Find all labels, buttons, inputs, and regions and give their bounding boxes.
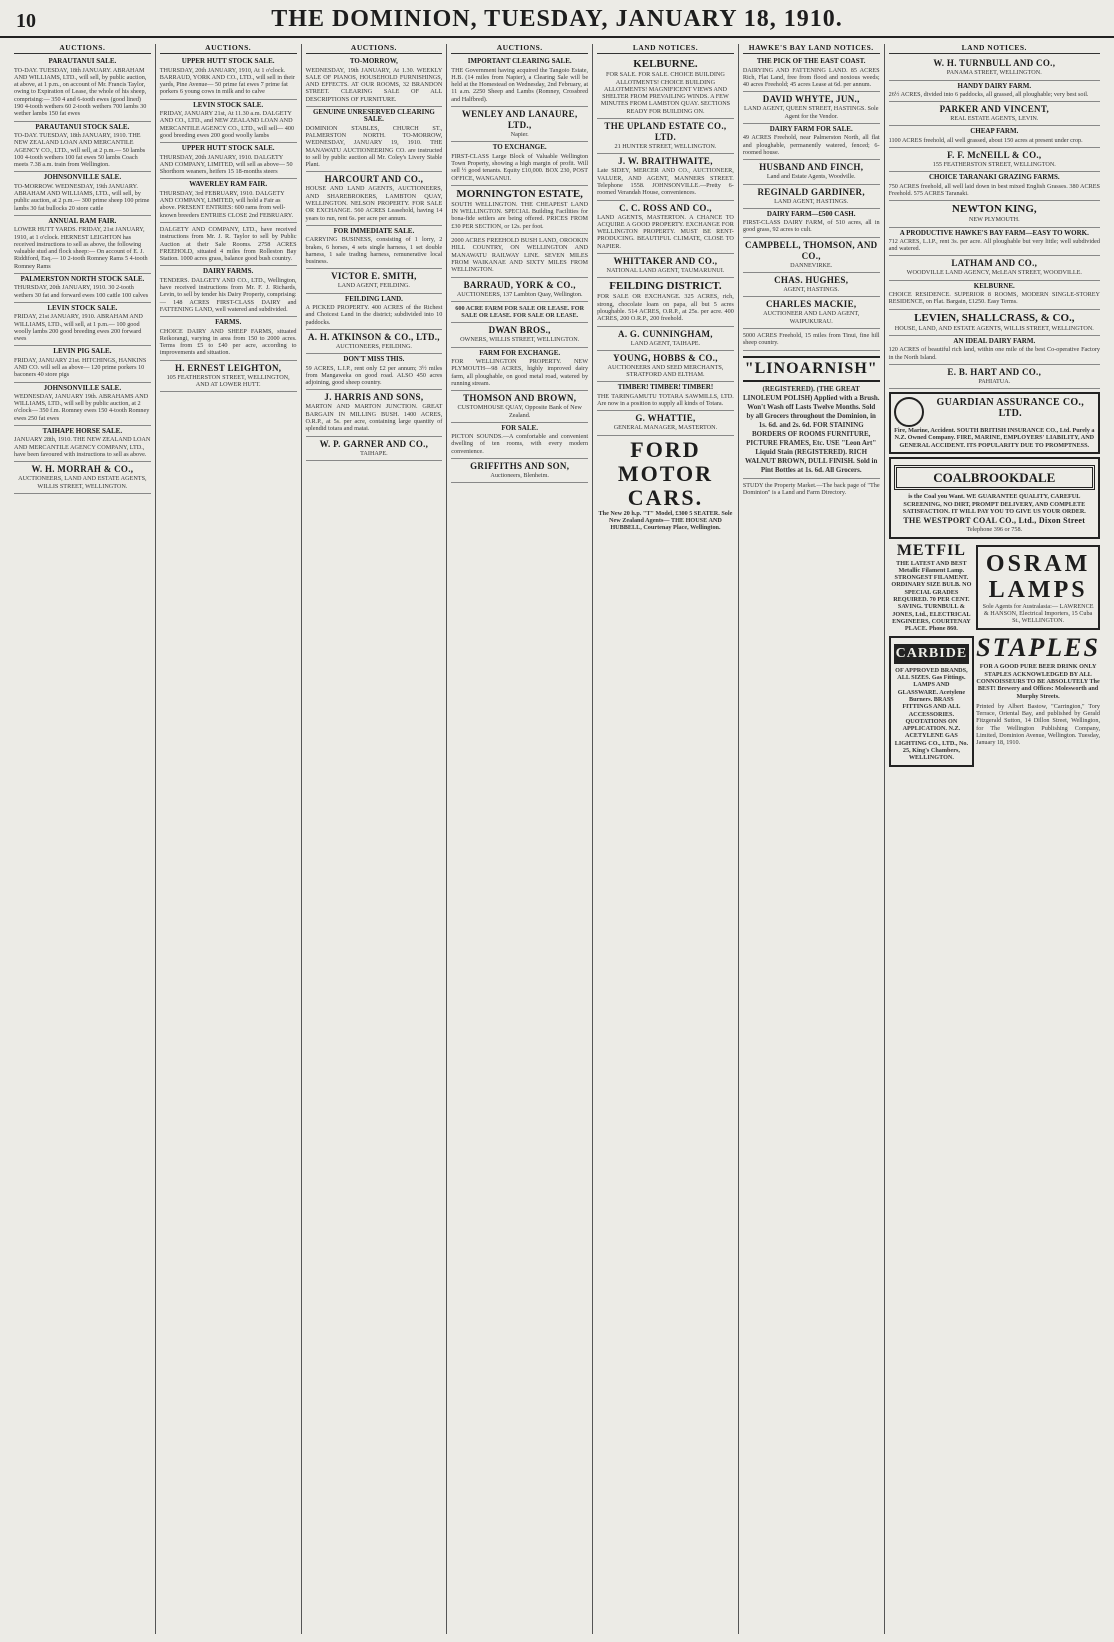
advert bbox=[160, 317, 297, 360]
advert bbox=[743, 124, 880, 160]
advert bbox=[14, 274, 151, 303]
advert bbox=[889, 81, 1100, 103]
advert bbox=[451, 142, 588, 185]
advert bbox=[306, 390, 443, 436]
advert-body: THE Government having acquired the Tangoio Estate, H.B. (14 miles from Napier), a Clearing Sale will be held at the Homestead on Wednesday, 2nd February, at 11 a.m. 2250 Sheep and Lambs (Romney, Crossbred and Halfbred). bbox=[451, 66, 589, 103]
advert bbox=[597, 411, 734, 435]
column-head: AUCTIONS. bbox=[160, 44, 297, 54]
advert-body: A PICKED PROPERTY. 400 ACRES of the Richest and Choicest Land in the district; subdivided into 10 paddocks. bbox=[305, 304, 443, 326]
advert-body: REAL ESTATE AGENTS, LEVIN. bbox=[950, 115, 1039, 123]
advert-title: PARAUTANUI STOCK SALE. bbox=[35, 122, 130, 131]
advert bbox=[14, 462, 151, 494]
advert-body: THURSDAY, 20th JANUARY, 1910. DALGETY AND COMPANY, LIMITED, will sell as above— 50 Shorthorn weaners, heifers 15 18-months steers bbox=[159, 153, 293, 176]
staples-advert bbox=[976, 633, 1100, 699]
column-1 bbox=[10, 44, 156, 1634]
advert bbox=[160, 143, 297, 179]
advert bbox=[889, 336, 1100, 365]
advert bbox=[889, 228, 1100, 257]
advert-body: SOUTH WELLINGTON. THE CHEAPEST LAND IN WELLINGTON. SPECIAL Building Facilities for bona-fide settlers are being offered. PRICES FROM £30 PER SECTION, or 12s. per foot. bbox=[451, 200, 589, 230]
column-4 bbox=[447, 44, 593, 1634]
advert-body: AUCTIONEERS AND SEED MERCHANTS, STRATFORD AND ELTHAM. bbox=[607, 363, 724, 379]
advert-body: TAIHAPE. bbox=[360, 449, 388, 457]
advert bbox=[451, 323, 588, 347]
advert bbox=[14, 216, 151, 274]
advert bbox=[14, 172, 151, 215]
advert-title: HANDY DAIRY FARM. bbox=[957, 81, 1032, 90]
advert-title: DON'T MISS THIS. bbox=[343, 355, 405, 364]
advert-body: FRIDAY, JANUARY 21st. HITCHINGS, HANKINS AND CO. will sell as above— 120 prime porkers 10 baconers 40 store pigs bbox=[14, 356, 147, 379]
advert bbox=[743, 238, 880, 273]
advert-body: AUCTIONEERS, LAND AND ESTATE AGENTS, WILLIS STREET, WELLINGTON. bbox=[18, 475, 147, 490]
advert bbox=[597, 382, 734, 411]
advert-body: TENDERS. DALGETY AND CO., LTD., Wellington, have received instructions from Mr. F. J. Richards, Levin, to sell by tender his Dairy Property, comprising:— 148 ACRES FIRST-CLASS DAIRY and FATTENING LAND, well watered and subdivided. bbox=[159, 276, 297, 313]
advert bbox=[597, 201, 734, 254]
advert-title: UPPER HUTT STOCK SALE. bbox=[181, 57, 275, 66]
advert-body: 750 ACRES freehold, all well laid down in best mixed English Grasses. 380 ACRES Freehold. 575 ACRES Taranaki. bbox=[888, 182, 1100, 197]
advert-body: HOUSE, LAND, AND ESTATE AGENTS, WILLIS STREET, WELLINGTON. bbox=[894, 324, 1094, 332]
advert-title: LATHAM AND CO., bbox=[951, 258, 1038, 269]
advert-body: 2000 ACRES FREEHOLD BUSH LAND, OROOKIN HILL COUNTRY, ON WELLINGTON AND MANAWATU RAILWAY LINE. SEVEN MILES FROM WAIKANAE AND SIXTY MILES FROM WELLINGTON. bbox=[451, 237, 589, 274]
advert-body: CHOICE RESIDENCE. SUPERIOR 8 ROOMS, MODERN SINGLE-STOREY RESIDENCE, on Flat. Bargain, £1250. Easy Terms. bbox=[888, 291, 1100, 306]
advert-title: ANNUAL RAM FAIR. bbox=[48, 216, 117, 225]
advert bbox=[451, 234, 588, 277]
advert-title: W. H. TURNBULL AND CO., bbox=[933, 58, 1056, 69]
advert-body: DANNEVIRKE. bbox=[790, 261, 833, 269]
advert bbox=[597, 254, 734, 278]
advert-title: CHOICE TARANAKI GRAZING FARMS. bbox=[928, 173, 1060, 182]
advert-body: PANAMA STREET, WELLINGTON. bbox=[946, 69, 1042, 77]
advert-body: FRIDAY, JANUARY 21st, At 11.30 a.m. DALGETY AND CO., LTD., and NEW ZEALAND LOAN AND MERCANTILE AGENCY CO., LTD., will sell— 400 good breeding ewes 200 good woolly lambs bbox=[159, 110, 295, 139]
advert bbox=[889, 102, 1100, 126]
advert bbox=[889, 256, 1100, 280]
advert-title: GUARDIAN ASSURANCE CO., LTD. bbox=[936, 397, 1085, 420]
advert-body: LAND AGENT, FEILDING. bbox=[337, 282, 410, 290]
advert-title: H. ERNEST LEIGHTON, bbox=[174, 362, 282, 373]
advert bbox=[160, 361, 297, 393]
advert-title: GRIFFITHS AND SON, bbox=[470, 460, 570, 471]
advert-body: THURSDAY, 3rd FEBRUARY, 1910. DALGETY AND COMPANY, LIMITED, will hold a Fair as above. PRESENT ENTRIES: 600 rams from well-known breeders ENTRIES CLOSE 2nd FEBRUARY. bbox=[159, 189, 294, 219]
advert-body: THURSDAY, 20th JANUARY, 1910. 30 2-tooth wethers 30 fat and forward ewes 100 cattle 100 calves bbox=[14, 284, 149, 299]
advert-title: TAIHAPE HORSE SALE. bbox=[42, 427, 123, 436]
advert-body: The New 20 h.p. "T" Model, £300 5 SEATER. Sole New Zealand Agents— THE HOUSE AND HUBBELL, Courtenay Place, Wellington. bbox=[598, 509, 733, 532]
advert-title: LEVIN PIG SALE. bbox=[53, 347, 112, 356]
advert-title: LEVIEN, SHALLCRASS, & CO., bbox=[914, 311, 1075, 324]
company-seal bbox=[894, 397, 924, 427]
advert-body: LAND AGENT, TAIHAPE. bbox=[630, 339, 701, 347]
advert-title: TO EXCHANGE. bbox=[492, 143, 547, 152]
column-head: AUCTIONS. bbox=[451, 44, 588, 54]
advert bbox=[306, 56, 443, 107]
advert bbox=[743, 273, 880, 297]
advert-title: GENUINE UNRESERVED CLEARING SALE. bbox=[312, 108, 435, 124]
advert-body: THURSDAY, 20th JANUARY, 1910, At 1 o'clock. BARRAUD, YORK AND CO., LTD., will sell in their yards, Pine Avenue— 50 prime fat ewes 7 prime fat porkers 6 young cows in milk and to calve bbox=[159, 66, 295, 96]
advert-body: 21 HUNTER STREET, WELLINGTON. bbox=[614, 143, 717, 151]
advert-body: Napier. bbox=[510, 131, 529, 139]
advert bbox=[14, 383, 151, 426]
advert-body: GENERAL MANAGER, MASTERTON. bbox=[613, 424, 718, 432]
advert-body: FOR A GOOD PURE BEER DRINK ONLY STAPLES ACKNOWLEDGED BY ALL CONNOISSEURS TO BE ABSOLUTELY The BEST! Brewery and Offices: Molesworth and Murphy Streets. bbox=[976, 663, 1100, 700]
advert bbox=[743, 160, 880, 184]
advert bbox=[306, 354, 443, 390]
advert-body: Auctioneers, Blenheim. bbox=[490, 471, 549, 479]
advert-body: Fire, Marine, Accident. SOUTH BRITISH INSURANCE CO., Ltd. Purely a N.Z. Owned Company. FIRE, MARINE, EMPLOYERS' LIABILITY, AND GENERAL ACCIDENT. ITS POPULARITY DUE TO PROMPTNESS. bbox=[894, 427, 1095, 449]
advert bbox=[597, 278, 734, 326]
advert-title: THOMSON AND BROWN, bbox=[463, 393, 577, 404]
advert-body: LOWER HUTT YARDS. FRIDAY, 21st JANUARY, 1910, at 1 o'clock. HERNEST LEIGHTON has received instructions to sell as above, the following valuable stud and flock sheep:— On account of E. J. Riddiford, Esq.— 10 2-tooth Romney Rams 5 4-tooth Romney Rams bbox=[14, 226, 148, 270]
columns bbox=[10, 44, 1104, 1634]
advert bbox=[451, 107, 588, 142]
advert bbox=[306, 172, 443, 225]
advert-body: WEDNESDAY, 19th JANUARY, At 1.30. WEEKLY SALE OF PIANOS, HOUSEHOLD FURNISHINGS, AND EFFECTS. AT OUR ROOMS, 32 BRANDON STREET. CLEARING SALE OF ALL DESCRIPTIONS OF FURNITURE. bbox=[305, 66, 443, 103]
advert-title: CAMPBELL, THOMSON, AND CO., bbox=[744, 239, 878, 261]
column-head: LAND NOTICES. bbox=[889, 44, 1100, 54]
advert-body: THE LATEST AND BEST Metallic Filament Lamp. STRONGEST FILAMENT. ORDINARY SIZE BULB. NO SPECIAL GRADES REQUIRED. 70 PER CENT. SAVING. TURNBULL & JONES, Ltd., ELECTRICAL ENGINEERS, COURTENAY PLACE. Phone 860. bbox=[891, 559, 972, 633]
advert-body: FOR SALE OR EXCHANGE. 325 ACRES, rich, strong, chocolate loam on papa, all but 5 acres ploughable. 514 ACRES, O.R.P., at 25s. per acre. 400 ACRES, 200 O.R.P., 200 freehold. bbox=[597, 293, 734, 323]
coal-advert bbox=[889, 457, 1100, 538]
advert-body: Telephone 396 or 758. bbox=[966, 526, 1023, 534]
advert-body: STUDY the Property Market.—The back page of "The Dominion" is a Land and Farm Directory. bbox=[742, 481, 880, 496]
advert-body: (REGISTERED). (THE GREAT LINOLEUM POLISH) Applied with a Brush. Won't Wash off Lasts Twelve Months. Sold by all Grocers throughout the Dominion, in 1s. 6d. and 2s. 6d. FOR STAINING BORDERS OF ROOMS FURNITURE, PICTURE FRAMES, Etc. USE "Leon Art" Liquid Stain (REGISTERED). RICH WALNUT BROWN, DULL FINISH. Sold in Pint Bottles at 1s. 6d. All Grocers. bbox=[742, 384, 880, 474]
advert-title: TO-MORROW, bbox=[349, 57, 398, 66]
advert-title: HUSBAND AND FINCH, bbox=[759, 162, 864, 173]
advert-body: NEW PLYMOUTH. bbox=[968, 216, 1020, 224]
advert bbox=[14, 122, 151, 173]
advert bbox=[889, 172, 1100, 201]
advert-body: LAND AGENT, QUEEN STREET, HASTINGS. Sole Agent for the Vendor. bbox=[743, 105, 879, 120]
column-2 bbox=[156, 44, 302, 1634]
advert bbox=[743, 329, 880, 351]
advert bbox=[306, 437, 443, 461]
advert-body: CHOICE DAIRY AND SHEEP FARMS, situated Reikorangi, varying in area from 150 to 2000 acres. Terms from £5 to £40 per acre, according to improvements and situation. bbox=[159, 327, 297, 357]
advert bbox=[743, 92, 880, 124]
advert-title: DAIRY FARM FOR SALE. bbox=[769, 125, 853, 134]
advert-title: FARM FOR EXCHANGE. bbox=[479, 348, 561, 357]
advert-body: 26½ ACRES, divided into 6 paddocks, all grassed, all ploughable; very best soil. bbox=[888, 90, 1089, 98]
carbide-advert bbox=[889, 636, 975, 766]
advert-body: MARTON AND MARTON JUNCTION. GREAT BARGAIN IN MILLING BUSH. 1400 ACRES, O.R.P., at 5s. per acre, containing large quantity of splendid totara and matai. bbox=[305, 403, 443, 433]
advert-title: FEILDING LAND. bbox=[344, 294, 403, 303]
advert bbox=[889, 365, 1100, 389]
advert-body: NATIONAL LAND AGENT, TAUMARUNUI. bbox=[606, 267, 725, 275]
bottom-adverts bbox=[889, 542, 1100, 770]
advert-body: 5000 ACRES Freehold, 15 miles from Tinui, fine hill sheep country. bbox=[742, 331, 880, 347]
ford-advert bbox=[597, 436, 734, 535]
advert bbox=[451, 302, 588, 324]
advert-title: BARRAUD, YORK & CO., bbox=[463, 279, 576, 290]
advert-body: 120 ACRES of beautiful rich land, within one mile of the best Co-operative Factory in the North Island. bbox=[888, 346, 1100, 361]
advert-body: AUCTIONEERS, 137 Lambton Quay, Wellington. bbox=[456, 290, 583, 298]
advert bbox=[889, 56, 1100, 80]
advert bbox=[14, 303, 151, 346]
advert-body: FIRST-CLASS DAIRY FARM, of 510 acres, all in good grass, 92 acres to cult. bbox=[742, 219, 880, 234]
advert-title: DAVID WHYTE, JUN., bbox=[762, 94, 860, 105]
advert-body: DOMINION STABLES, CHURCH ST., PALMERSTON NORTH. TO-MORROW, WEDNESDAY, JANUARY 19, 1910. THE MANAWATU AUCTIONEERING CO. are instructed to sell by public auction all Mr. Coley's Livery Stable Plant. bbox=[305, 124, 443, 169]
advert-body: LAND AGENT, HASTINGS. bbox=[774, 197, 849, 205]
advert bbox=[451, 391, 588, 423]
advert-body: WEDNESDAY, JANUARY 19th. ABRAHAMS AND WILLIAMS, LTD., will sell by public auction, at 2 o'clock— 350 f.m. Romney ewes 150 4-tooth Romney ewes 250 fat ewes bbox=[14, 392, 150, 422]
advert-body: OF APPROVED BRANDS, ALL SIZES. Gas Fittings. LAMPS AND GLASSWARE. Acetylene Burners. BRASS FITTINGS AND ALL ACCESSORIES. QUOTATIONS ON APPLICATION. N.Z. ACETYLENE GAS LIGHTING CO., LTD., No. 25, King's Chambers, WELLINGTON. bbox=[894, 666, 969, 762]
advert-body: FOR WELLINGTON PROPERTY. NEW PLYMOUTH—98 ACRES, highly improved dairy farm, all ploughable, on good metal road, watered by running stream. bbox=[451, 358, 589, 387]
advert-title: UPPER HUTT STOCK SALE. bbox=[181, 144, 275, 153]
advert-title: KELBURNE. bbox=[633, 58, 698, 71]
advert bbox=[743, 209, 880, 238]
advert-body: 600 ACRE FARM FOR SALE OR LEASE. FOR SALE OR LEASE. FOR SALE OR LEASE. bbox=[455, 304, 585, 320]
advert-title: W. P. GARNER AND CO., bbox=[319, 438, 429, 449]
advert-title: KELBURNE. bbox=[973, 281, 1015, 290]
advert-title: A PRODUCTIVE HAWKE'S BAY FARM—EASY TO WORK. bbox=[899, 228, 1089, 237]
advert-title: J. HARRIS AND SONS, bbox=[324, 392, 424, 403]
osram-advert bbox=[976, 545, 1100, 631]
osram-logo: OSRAM LAMPS bbox=[985, 550, 1091, 603]
masthead-title: THE DOMINION, TUESDAY, JANUARY 18, 1910. bbox=[271, 6, 843, 32]
advert-body: AGENT, HASTINGS. bbox=[783, 286, 840, 294]
advert-body: Late SIDEY, MERCER AND CO., AUCTIONEER, VALUER, AND AGENT, MANNERS STREET. Telephone 1558. JOHNSONVILLE.—Pretty 6-roomed Verandah House, conveniences. bbox=[597, 167, 734, 197]
advert bbox=[889, 148, 1100, 172]
advert-title: NEWTON KING, bbox=[951, 203, 1037, 216]
advert-title: THE PICK OF THE EAST COAST. bbox=[756, 57, 866, 66]
advert-title: A. G. CUNNINGHAM, bbox=[618, 328, 713, 339]
advert-body: Sole Agents for Australasia:— LAWRENCE & HANSON, Electrical Importers, 15 Cuba St., WELLINGTON. bbox=[982, 602, 1094, 625]
advert-body: THE TARINGAMUTU TOTARA SAWMILLS, LTD. Are now in a position to supply all kinds of Totara. bbox=[597, 392, 734, 408]
advert-body: OWNERS, WILLIS STREET, WELLINGTON. bbox=[460, 336, 580, 344]
imprint: Printed by Albert Bastow, "Carrington," Tory Terrace, Oriental Bay, and published by Gerald Fitzgerald Sutton, 14 Dillon Street, Wellington, for The Wellington Publishing Company, Limited, Dominion Avenue, Wellington. Tuesday, January 18, 1910. bbox=[976, 702, 1100, 747]
advert bbox=[306, 107, 443, 172]
advert bbox=[889, 281, 1100, 310]
page-number: 10 bbox=[16, 10, 36, 32]
advert-title: AN IDEAL DAIRY FARM. bbox=[953, 336, 1036, 345]
advert bbox=[743, 56, 880, 92]
linoarnish-logo: "LINOARNISH" bbox=[743, 356, 880, 382]
advert bbox=[306, 226, 443, 269]
advert-title: FOR IMMEDIATE SALE. bbox=[333, 226, 415, 235]
advert bbox=[160, 266, 297, 317]
advert-title: F. F. McNEILL & CO., bbox=[947, 150, 1042, 161]
advert-title: A. H. ATKINSON & CO., LTD., bbox=[307, 331, 440, 342]
advert bbox=[160, 179, 297, 222]
advert-title: DAIRY FARM—£500 CASH. bbox=[766, 209, 856, 218]
advert-title: LEVIN STOCK SALE. bbox=[193, 100, 264, 109]
advert bbox=[451, 348, 588, 391]
advert bbox=[451, 186, 588, 234]
advert bbox=[14, 56, 151, 121]
advert-body: PICTON SOUNDS.—A comfortable and convenient dwelling of ten rooms, with every modern convenience. bbox=[451, 433, 589, 455]
advert-title: FEILDING DISTRICT. bbox=[609, 280, 722, 293]
lamps-beer-adverts bbox=[976, 542, 1100, 770]
advert-title: C. C. ROSS AND CO., bbox=[619, 202, 712, 213]
advert-body: TO-DAY. TUESDAY, 18th JANUARY, 1910. THE NEW ZEALAND LOAN AND MERCANTILE AGENCY CO., LTD., will sell, at 2 p.m.— 50 lambs 100 4-tooth wethers 100 fat ewes 50 lambs Coach meets 7.38 a.m. train from Wellington. bbox=[14, 131, 146, 169]
advert-title: THE WESTPORT COAL CO., Ltd., Dixon Street bbox=[903, 516, 1086, 526]
advert-title: DAIRY FARMS. bbox=[202, 267, 254, 276]
advert-body: 155 FEATHERSTON STREET, WELLINGTON. bbox=[932, 161, 1056, 169]
advert bbox=[597, 154, 734, 200]
advert-title: THE UPLAND ESTATE CO., LTD. bbox=[604, 121, 727, 143]
advert bbox=[306, 269, 443, 293]
advert bbox=[451, 56, 588, 107]
advert-title: PARKER AND VINCENT, bbox=[939, 104, 1050, 115]
advert-title: PALMERSTON NORTH STOCK SALE. bbox=[20, 275, 145, 284]
advert-body: 105 FEATHERSTON STREET, WELLINGTON, AND AT LOWER HUTT. bbox=[166, 373, 290, 388]
advert-body: FRIDAY, 21st JANUARY, 1910. ABRAHAM AND WILLIAMS, LTD., will sell, at 1 p.m.— 100 good woolly lambs 200 good breeding ewes 200 forward ewes bbox=[14, 313, 143, 343]
advert-title: MORNINGTON ESTATE, bbox=[456, 187, 583, 200]
coal-logo: COALBROOKDALE bbox=[894, 465, 1095, 490]
advert bbox=[743, 479, 880, 500]
advert bbox=[306, 294, 443, 330]
advert-body: CUSTOMHOUSE QUAY, Opposite Bank of New Zealand. bbox=[457, 404, 582, 419]
advert-title: FARMS. bbox=[215, 318, 242, 327]
advert bbox=[597, 351, 734, 383]
advert bbox=[889, 310, 1100, 336]
advert bbox=[451, 423, 588, 459]
masthead bbox=[0, 0, 1114, 38]
advert-body: AUCTIONEERS, FEILDING. bbox=[335, 342, 412, 350]
advert-title: WAVERLEY RAM FAIR. bbox=[189, 180, 268, 189]
advert-body: is the Coal you Want. WE GUARANTEE QUALITY, CAREFUL SCREENING, NO DIRT, PROMPT DELIVERY, AND COMPLETE SATISFACTION. IT WILL PAY YOU TO GIVE US YOUR ORDER. bbox=[902, 493, 1086, 515]
advert bbox=[889, 126, 1100, 148]
advert-body: Land and Estate Agents, Woodville. bbox=[766, 173, 856, 181]
advert bbox=[160, 100, 297, 143]
advert-title: LEVIN STOCK SALE. bbox=[47, 303, 118, 312]
advert-body: 1100 ACRES freehold, all well grassed, about 150 acres at present under crop. bbox=[888, 136, 1083, 144]
advert-title: DWAN BROS., bbox=[488, 325, 551, 336]
advert-title: TIMBER! TIMBER! TIMBER! bbox=[617, 383, 714, 392]
column-head: LAND NOTICES. bbox=[597, 44, 734, 54]
advert-title: HARCOURT AND CO., bbox=[324, 174, 424, 185]
advert-title: WHITTAKER AND CO., bbox=[613, 256, 718, 267]
advert-title: JOHNSONVILLE SALE. bbox=[43, 173, 122, 182]
column-3 bbox=[302, 44, 448, 1634]
advert-body: TO-MORROW. WEDNESDAY, 19th JANUARY. ABRAHAM AND WILLIAMS, LTD., will sell, by public auction, at 2 p.m.— 300 prime sheep 100 prime lambs 30 fat bullocks 20 store cattle bbox=[14, 182, 150, 212]
advert-title: W. H. MORRAH & CO., bbox=[31, 464, 134, 475]
advert-title: YOUNG, HOBBS & CO., bbox=[613, 352, 718, 363]
advert-title: E. B. HART AND CO., bbox=[947, 366, 1042, 377]
advert bbox=[451, 459, 588, 483]
metfil-advert bbox=[889, 542, 975, 770]
advert-body: PAHIATUA. bbox=[978, 377, 1011, 385]
staples-logo: STAPLES bbox=[976, 633, 1100, 663]
advert-title: PARAUTANUI SALE. bbox=[48, 57, 117, 66]
advert-body: DALGETY AND COMPANY, LTD., have received instructions from Mr. J. R. Taylor to sell by Public Auction at their Sale Rooms. 2758 ACRES FREEHOLD, situated 4 miles from Rolleston Bay Station. 1000 acres grass, balance good bush country. bbox=[159, 225, 297, 263]
advert bbox=[597, 56, 734, 119]
advert bbox=[597, 327, 734, 351]
advert bbox=[306, 330, 443, 354]
advert-title: JOHNSONVILLE SALE. bbox=[43, 383, 122, 392]
advert bbox=[160, 56, 297, 99]
advert-body: 59 ACRES, L.I.P., rent only £2 per annum; 3½ miles from Mangaweka on good road. ALSO 450 acres adjoining, good sheep country. bbox=[305, 364, 443, 387]
linoarnish-advert bbox=[743, 351, 880, 479]
advert-body: FOR SALE. FOR SALE. CHOICE BUILDING ALLOTMENTS! CHOICE BUILDING ALLOTMENTS! MAGNIFICENT VIEWS AND SHELTER FROM PREVAILING WINDS. A FEW MINUTES FROM LAMBTON QUAY. SECTIONS READY FOR BUILDING ON. bbox=[600, 71, 731, 115]
advert bbox=[14, 426, 151, 462]
advert-title: CHARLES MACKIE, bbox=[765, 299, 857, 310]
advert-body: HOUSE AND LAND AGENTS, AUCTIONEERS, AND SHAREBROKERS, LAMBTON QUAY, WELLINGTON. NELSON PROPERTY. FOR SALE OR EXCHANGE. 560 ACRES Leasehold, having 14 years to run, rent 6s. per acre per annum. bbox=[305, 185, 443, 222]
advert bbox=[743, 297, 880, 329]
column-head: AUCTIONS. bbox=[14, 44, 151, 54]
advert-body: JANUARY 28th, 1910. THE NEW ZEALAND LOAN AND MERCANTILE AGENCY COMPANY, LTD., have been favoured with instructions to sell as above. bbox=[14, 436, 151, 458]
column-head: HAWKE'S BAY LAND NOTICES. bbox=[743, 44, 880, 54]
advert-body: WOODVILLE LAND AGENCY, McLEAN STREET, WOODVILLE. bbox=[906, 269, 1082, 277]
carbide-logo: CARBIDE bbox=[894, 644, 970, 663]
advert-body: FIRST-CLASS Large Block of Valuable Wellington Town Property, showing a high margin of profit. Will sell ½ good tenants. Equity £10,000. BOX 230, POST OFFICE, WANGANUI. bbox=[451, 152, 589, 182]
advert bbox=[14, 346, 151, 382]
advert bbox=[160, 223, 297, 266]
advert bbox=[597, 119, 734, 154]
advert-body: CARRYING BUSINESS, consisting of 1 lorry, 2 brakes, 6 horses, 4 sets single harness, 1 set double harness, 1 sale trading harness, remunerative local business. bbox=[305, 236, 443, 266]
advert-title: CHEAP FARM. bbox=[970, 127, 1019, 136]
advert bbox=[743, 185, 880, 209]
advert-body: AUCTIONEER AND LAND AGENT, WAIPUKURAU. bbox=[763, 310, 860, 325]
advert-body: LAND AGENTS, MASTERTON. A CHANCE TO ACQUIRE A GOOD PROPERTY. EXCHANGE FOR WELLINGTON PROPERTY. MUST BE RENT-PRODUCING. BEAUTIFUL CLIMATE, CLOSE TO NAPIER. bbox=[597, 213, 734, 250]
advert-title: G. WHATTIE, bbox=[635, 413, 696, 424]
column-head: AUCTIONS. bbox=[306, 44, 443, 54]
ford-logo: FORD MOTOR CARS. bbox=[617, 436, 714, 510]
advert bbox=[889, 201, 1100, 227]
advert-title: REGINALD GARDINER, bbox=[757, 186, 865, 197]
advert-title: CHAS. HUGHES, bbox=[774, 275, 849, 286]
metfil-logo: METFIL bbox=[896, 541, 966, 559]
advert-body: 712 ACRES, L.I.P., rent 3s. per acre. All ploughable but very little; well subdivided and watered. bbox=[888, 237, 1100, 253]
advert-body: TO-DAY. TUESDAY, 18th JANUARY. ABRAHAM AND WILLIAMS, LTD., will sell, by public auction, at above, at 1 p.m., on account of Mr. Francis Taylor, owing to Expiration of Lease, the whole of his sheep, comprising:— 350 4 and 6-tooth ewes (good lined) 190 4-tooth wethers 60 2-tooth wethers 700 lambs 30 wether lambs 150 fat ewes bbox=[14, 66, 147, 118]
advert-title: FOR SALE. bbox=[501, 423, 538, 432]
advert-body: 49 ACRES Freehold, near Palmerston North, all flat and ploughable, permanently watered, fenced; 6-roomed house. bbox=[742, 134, 880, 156]
advert bbox=[451, 278, 588, 302]
column-7 bbox=[885, 44, 1104, 1634]
column-5 bbox=[593, 44, 739, 1634]
advert-title: J. W. BRAITHWAITE, bbox=[618, 156, 713, 167]
advert-title: VICTOR E. SMITH, bbox=[331, 271, 417, 282]
column-6 bbox=[739, 44, 885, 1634]
insurance-advert bbox=[889, 392, 1100, 454]
advert-title: IMPORTANT CLEARING SALE. bbox=[467, 57, 572, 66]
advert-title: WENLEY AND LANAURE, LTD., bbox=[461, 109, 578, 131]
advert-body: DAIRYING AND FATTENING LAND. 85 ACRES Rich, Flat Land, free from flood and noxious weeds; 40 acres Freehold; 45 acres Lease at 6d. per annum. bbox=[742, 66, 880, 89]
